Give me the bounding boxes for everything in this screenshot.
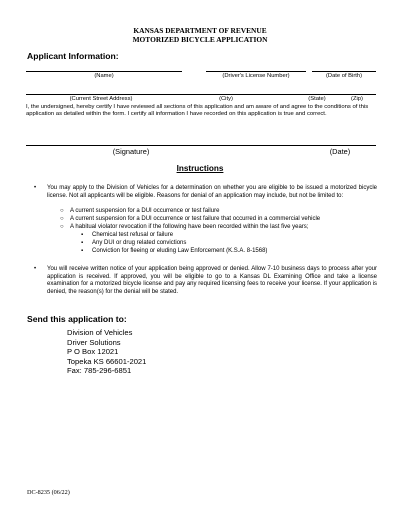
instructions-paragraph-2: You will receive written notice of your application being approved or denied. Allow 7-10 business days to process after your application is received. If approved, you will be eligible to go to a Kansas DL Examining Office and take a license examination for a motorized bicycle license and pay any required licensing fees to receive your license. If your application is denied, the reason(s) for the denial will be stated. (47, 266, 377, 295)
bullet-icon: • (34, 266, 37, 272)
violation-item: Any DUI or drug related convictions (92, 240, 187, 246)
square-bullet-icon: ▪ (81, 248, 84, 254)
form-number: DC-8235 (06/22) (27, 489, 70, 496)
department-title: KANSAS DEPARTMENT OF REVENUE (133, 26, 267, 35)
name-caption: (Name) (94, 73, 114, 79)
street-address-caption: (Current Street Address) (69, 96, 133, 102)
address-line-3: P O Box 12021 (67, 347, 119, 356)
applicant-heading: Applicant Information: (27, 51, 119, 61)
square-bullet-icon: ▪ (81, 240, 84, 246)
fax-number: Fax: 785-296-6851 (67, 366, 132, 375)
state-caption: (State) (308, 96, 326, 102)
city-caption: (City) (219, 96, 233, 102)
address-line-2: Driver Solutions (67, 337, 121, 347)
date-caption: (Date) (329, 147, 351, 156)
signature-caption: (Signature) (112, 147, 150, 156)
zip-caption: (Zip) (351, 96, 363, 102)
send-to-heading: Send this application to: (27, 314, 127, 324)
address-line-1: Division of Vehicles (67, 328, 133, 337)
certification-text: I, the undersigned, hereby certify I have reviewed all sections of this application and am aware of and agree to the conditions of this application as detailed within the form. I certify all information I have recorded on this application is true and correct. (26, 104, 369, 118)
bullet-icon: • (34, 185, 37, 191)
signature-line[interactable] (26, 145, 376, 146)
license-number-caption: (Driver's License Number) (222, 73, 290, 79)
reason-item: A current suspension for a DUI occurrence or test failure that occurred in a commercial vehicle (70, 216, 321, 222)
circle-bullet-icon: ○ (60, 224, 64, 230)
reason-item: A habitual violator revocation if the following have been recorded within the last five years; (70, 224, 309, 230)
date-of-birth-line[interactable] (312, 71, 376, 72)
circle-bullet-icon: ○ (60, 208, 64, 214)
instructions-paragraph-1: You may apply to the Division of Vehicles for a determination on whether you are eligible to be issued a motorized bicycle license. Not all applicants will be eligible. Reasons for denial of an application may include, but not be limited to: (47, 185, 377, 199)
license-number-line[interactable] (206, 71, 306, 72)
date-of-birth-caption: (Date of Birth) (325, 73, 363, 79)
form-title: MOTORIZED BICYCLE APPLICATION (132, 35, 268, 44)
name-line[interactable] (26, 71, 182, 72)
circle-bullet-icon: ○ (60, 216, 64, 222)
reason-item: A current suspension for a DUI occurrence or test failure (70, 208, 220, 214)
address-line-4: Topeka KS 66601-2021 (67, 356, 147, 366)
violation-item: Chemical test refusal or failure (92, 232, 174, 238)
violation-item: Conviction for fleeing or eluding Law Enforcement (K.S.A. 8-1568) (92, 248, 268, 254)
instructions-title: Instructions (176, 164, 224, 173)
address-line[interactable] (26, 94, 376, 95)
square-bullet-icon: ▪ (81, 232, 84, 238)
